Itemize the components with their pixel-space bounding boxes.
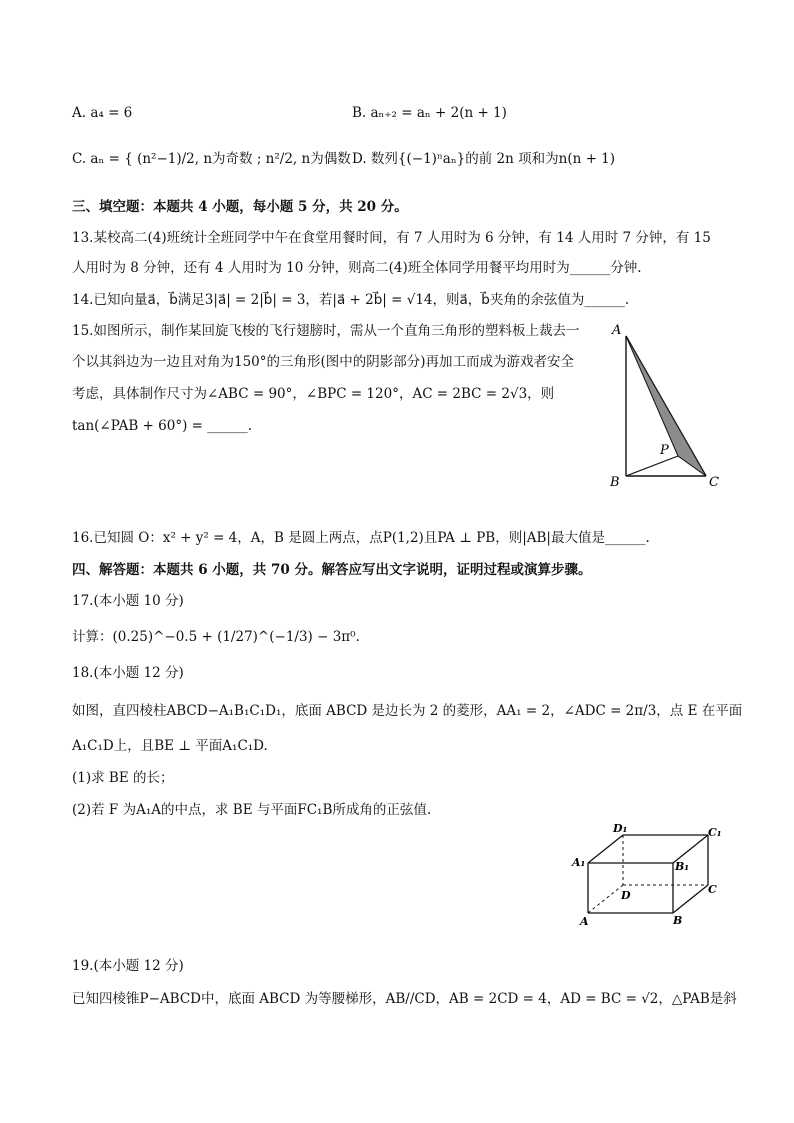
q18-line1: 如图，直四棱柱ABCD−A₁B₁C₁D₁，底面 ABCD 是边长为 2 的菱形，AA₁ = 2，∠ADC = 2π/3，点 E 在平面 [72, 703, 743, 719]
q15-line2: 个以其斜边为一边且对角为150°的三角形(图中的阴影部分)再加工而成为游戏者安全 [72, 354, 575, 370]
label-b: B [673, 914, 683, 927]
q19-header: 19.(本小题 12 分) [72, 958, 184, 974]
label-d: D [621, 889, 631, 902]
label-p: P [660, 443, 669, 458]
edge-ad-hidden [588, 885, 623, 913]
q18-part2: (2)若 F 为A₁A的中点，求 BE 与平面FC₁B所成角的正弦值. [72, 802, 432, 818]
edge-bc [673, 885, 708, 913]
q17-header: 17.(本小题 10 分) [72, 593, 184, 609]
section-4-heading: 四、解答题：本题共 6 小题，共 70 分。解答应写出文字说明，证明过程或演算步骤。 [72, 562, 592, 578]
label-b: B [610, 475, 620, 490]
label-a: A [580, 915, 589, 928]
edge-bp [626, 456, 678, 476]
label-c: C [709, 475, 719, 490]
option-b: B. aₙ₊₂ = aₙ + 2(n + 1) [352, 105, 507, 121]
section-3-heading: 三、填空题：本题共 4 小题，每小题 5 分，共 20 分。 [72, 199, 408, 215]
label-b1: B₁ [675, 860, 690, 873]
q18-line2: A₁C₁D上，且BE ⊥ 平面A₁C₁D. [72, 738, 268, 754]
q16: 16.已知圆 O：x² + y² = 4，A，B 是圆上两点，点P(1,2)且PA ⊥ PB，则|AB|最大值是______. [72, 530, 650, 546]
option-c: C. aₙ = { (n²−1)/2, n为奇数 ; n²/2, n为偶数 [72, 151, 351, 167]
q19-line1: 已知四棱锥P−ABCD中，底面 ABCD 为等腰梯形，AB//CD，AB = 2CD = 4，AD = BC = √2，△PAB是斜 [72, 991, 737, 1007]
label-c: C [708, 883, 717, 896]
q15-line3: 考虑，具体制作尺寸为∠ABC = 90°，∠BPC = 120°，AC = 2BC = 2√3，则 [72, 386, 555, 402]
q18-part1: (1)求 BE 的长； [72, 770, 174, 786]
option-a: A. a₄ = 6 [72, 105, 133, 121]
q18-header: 18.(本小题 12 分) [72, 665, 184, 681]
option-d: D. 数列{(−1)ⁿaₙ}的前 2n 项和为n(n + 1) [352, 151, 616, 167]
q15-line1: 15.如图所示，制作某回旋飞梭的飞行翅膀时，需从一个直角三角形的塑料板上裁去一 [72, 323, 580, 339]
label-c1: C₁ [708, 826, 722, 839]
edge-b1c1 [673, 835, 708, 863]
edge-a1d1 [588, 835, 623, 863]
q15-triangle-figure [600, 318, 730, 498]
label-a1: A₁ [572, 856, 586, 869]
q18-prism-figure [568, 820, 728, 930]
q17-body: 计算：(0.25)^−0.5 + (1/27)^(−1/3) − 3π⁰. [72, 629, 360, 645]
q13-line1: 13.某校高二(4)班统计全班同学中午在食堂用餐时间，有 7 人用时为 6 分钟，有 14 人用时 7 分钟，有 15 [72, 230, 711, 246]
q15-line4: tan(∠PAB + 60°) = ______. [72, 418, 253, 434]
q13-line2: 人用时为 8 分钟，还有 4 人用时为 10 分钟，则高二(4)班全体同学用餐平均用时为______分钟. [72, 260, 642, 276]
label-d1: D₁ [613, 822, 628, 835]
q14: 14.已知向量a⃗，b⃗满足3|a⃗| = 2|b⃗| = 3，若|a⃗ + 2b⃗| = √14，则a⃗，b⃗夹角的余弦值为______. [72, 292, 630, 308]
label-a: A [612, 323, 622, 338]
